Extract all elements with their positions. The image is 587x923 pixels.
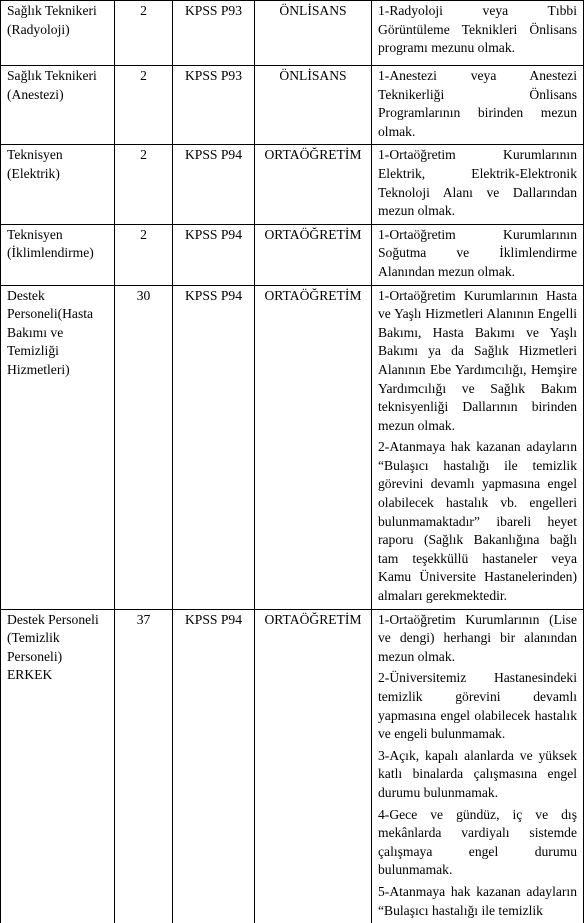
- requirement-item: 1-Ortaöğretim Kurumlarının Soğutma ve İklimlendirme Alanından mezun olmak.: [378, 226, 577, 279]
- kpss-cell: KPSS P94: [173, 285, 255, 609]
- count-cell: 30: [115, 285, 173, 609]
- count-cell: 2: [115, 1, 173, 66]
- requirement-item: 2-Atanmaya hak kazanan adayların “Bulaşıcı hastalığı ile temizlik görevini devamlı yapmasına engel olabilecek hastalık vb. engelleri bulunmamaktadır” ibareli heyet raporu (Sağlık Bakanlığına bağlı tam teşekküllü hastaneler veya Kamu Üniversite Hastanelerinden) almaları gerekmektedir.: [378, 439, 577, 604]
- requirement-item: 4-Gece ve gündüz, iç ve dış mekânlarda vardiyalı sistemde çalışmaya engel durumu bulunmamak.: [378, 806, 577, 878]
- education-cell: ÖNLİSANS: [255, 66, 372, 145]
- requirement-item: 1-Radyoloji veya Tıbbi Görüntüleme Teknikleri Önlisans programı mezunu olmak.: [378, 3, 577, 56]
- count-cell: 2: [115, 66, 173, 145]
- education-cell: ORTAÖĞRETİM: [255, 224, 372, 285]
- requirement-item: 5-Atanmaya hak kazanan adayların “Bulaşıcı hastalığı ile temizlik: [378, 883, 577, 918]
- kpss-cell: KPSS P93: [173, 1, 255, 66]
- position-cell: Destek Personeli (Temizlik Personeli) ERKEK: [1, 609, 115, 923]
- position-cell: Teknisyen (İklimlendirme): [1, 224, 115, 285]
- requirement-item: 1-Ortaöğretim Kurumlarının Elektrik, Elektrik-Elektronik Teknoloji Alanı ve Dallarından mezun olmak.: [378, 147, 577, 219]
- requirement-item: 3-Açık, kapalı alanlarda ve yüksek katlı binalarda çalışmasına engel durumu bulunmamak.: [378, 747, 577, 800]
- requirements-cell: [372, 1, 584, 66]
- kpss-cell: KPSS P94: [173, 609, 255, 923]
- position-cell: Destek Personeli(Hasta Bakımı ve Temizliği Hizmetleri): [1, 285, 115, 609]
- kpss-cell: KPSS P94: [173, 224, 255, 285]
- requirement-item: 1-Ortaöğretim Kurumlarının (Lise ve dengi) herhangi bir alanından mezun olmak.: [378, 611, 577, 664]
- count-cell: 37: [115, 609, 173, 923]
- requirements-cell: [372, 66, 584, 145]
- requirement-item: 1-Ortaöğretim Kurumlarının Hasta ve Yaşlı Hizmetleri Alanının Engelli Bakımı, Hasta Bakımı ve Yaşlı Bakımı ya da Sağlık Hizmetleri Alanının Ebe Yardımcılığı, Hemşire Yardımcılığı ve Sağlık Bakım teknisyenliği Dallarının birinden mezun olmak.: [378, 287, 577, 433]
- table-row: [1, 66, 584, 145]
- requirements-cell: [372, 285, 584, 609]
- count-cell: 2: [115, 224, 173, 285]
- position-cell: Sağlık Teknikeri (Anestezi): [1, 66, 115, 145]
- requirement-item: 1-Anestezi veya Anestezi Teknikerliği Önlisans Programlarının birinden mezun olmak.: [378, 68, 577, 139]
- education-cell: ORTAÖĞRETİM: [255, 285, 372, 609]
- table-row: [1, 1, 584, 66]
- requirement-item: 2-Üniversitemiz Hastanesindeki temizlik görevini devamlı yapmasına engel olabilecek hastalık ve engeli bulunmamak.: [378, 670, 577, 742]
- requirements-cell: [372, 224, 584, 285]
- kpss-cell: KPSS P93: [173, 66, 255, 145]
- position-cell: Sağlık Teknikeri (Radyoloji): [1, 1, 115, 66]
- requirements-cell: [372, 145, 584, 224]
- education-cell: ORTAÖĞRETİM: [255, 609, 372, 923]
- position-cell: Teknisyen (Elektrik): [1, 145, 115, 224]
- table-row: [1, 285, 584, 609]
- count-cell: 2: [115, 145, 173, 224]
- table-row: [1, 145, 584, 224]
- requirements-cell: [372, 609, 584, 923]
- table-row: [1, 224, 584, 285]
- kpss-cell: KPSS P94: [173, 145, 255, 224]
- education-cell: ÖNLİSANS: [255, 1, 372, 66]
- education-cell: ORTAÖĞRETİM: [255, 145, 372, 224]
- table-row: [1, 609, 584, 923]
